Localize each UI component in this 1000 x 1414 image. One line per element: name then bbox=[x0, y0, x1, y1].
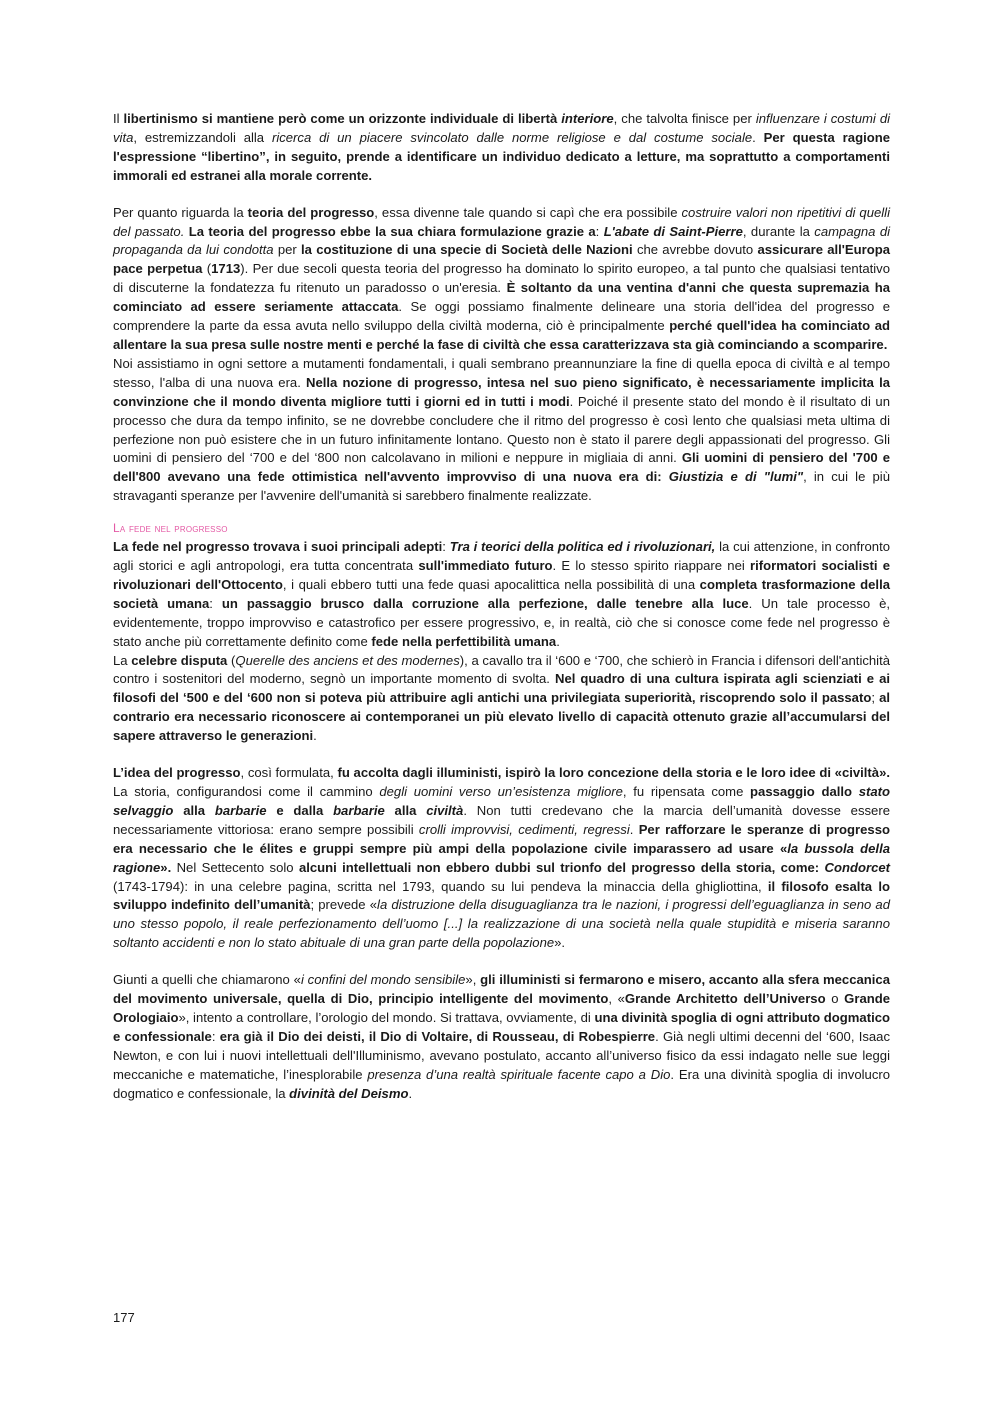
text-run: . Già negli ultimi decenni del ‘600, Isaac Newton, e con lui i nuovi intellettuali dell'Illuminismo, avevano postulato, accanto all’universo ﬁsico da essi indagato nelle sue leggi meccaniche e matematiche, l’inesplorabile bbox=[113, 1028, 890, 1082]
paragraph-libertinismo bbox=[113, 110, 890, 186]
text-run: Nella nozione di progresso, intesa nel suo pieno signiﬁcato, è necessariamente implicita la convinzione che il mondo diventa migliore tutti i giorni ed in tutti i modi bbox=[113, 374, 891, 409]
text-run: , fu ripensata come bbox=[622, 784, 751, 799]
text-run: ( bbox=[202, 261, 212, 277]
text-run: ). Per due secoli questa teoria del progresso ha dominato lo spirito europeo, a tal punto che qualsiasi tentativo di discuterne la fondatezza fu ritenuto un paradosso o un'eresia. bbox=[113, 261, 890, 296]
text-run: ), a cavallo tra il ‘600 e ‘700, che schierò in Francia i difensori dell'antichità contro i sostenitori del moderno, segnò un importante momento di svolta. bbox=[113, 652, 891, 687]
text-run: (1743-1794): in una celebre pagina, scritta nel 1793, quando su lui pendeva la minaccia della ghigliottina, bbox=[113, 878, 768, 894]
text-run: , così formulata, bbox=[240, 765, 338, 781]
text-run: Gli uomini di pensiero del '700 e dell'800 avevano una fede ottimistica nell'avvento improvviso di una nuova era di: bbox=[113, 450, 890, 485]
text-run: una divinità spoglia di ogni attributo dogmatico e confessionale bbox=[113, 1009, 890, 1044]
text-run: Grande Orologiaio bbox=[113, 991, 891, 1025]
text-run: presenza d’una realtà spirituale facente capo a Dio bbox=[367, 1066, 671, 1082]
text-run: per bbox=[273, 242, 302, 258]
text-run: L'abate di Saint-Pierre bbox=[603, 223, 743, 239]
text-run: stato selvaggio bbox=[113, 784, 890, 818]
text-run: , che talvolta ﬁnisce per bbox=[613, 111, 756, 126]
text-run: fede nella perfettibilità umana bbox=[371, 633, 557, 649]
text-run: : bbox=[209, 595, 222, 611]
text-run: ( bbox=[227, 652, 236, 668]
text-run: passaggio dallo bbox=[750, 784, 859, 799]
text-run: al contrario era necessario riconoscere ai contemporanei un più elevato livello di capacità ottenuto grazie all’accumularsi del sapere attraverso le generazioni bbox=[113, 690, 890, 744]
text-run: sull'immediato futuro bbox=[418, 558, 553, 574]
document-body bbox=[113, 110, 890, 1104]
text-run: degli uomini verso un’esistenza migliore bbox=[379, 784, 623, 799]
paragraph-celebre-disputa bbox=[113, 652, 890, 747]
text-run: Per quanto riguarda la bbox=[113, 204, 248, 220]
text-run: . bbox=[629, 821, 639, 837]
text-run: fu accolta dagli illuministi, ispirò la loro concezione della storia e le loro idee di «civiltà». bbox=[337, 765, 890, 781]
text-run: crolli improvvisi, cedimenti, regressi bbox=[418, 821, 630, 837]
text-run: ricerca di un piacere svincolato dalle norme religiose e dal costume sociale bbox=[271, 129, 753, 145]
text-run: . Era una divinità spoglia di involucro dogmatico e confessionale, la bbox=[113, 1066, 891, 1101]
text-run: . Se oggi possiamo ﬁnalmente delineare una storia dell'idea del progresso e comprendere la parte da essa avuta nello sviluppo della civiltà moderna, ciò è principalmente bbox=[113, 299, 890, 334]
text-run: La fede nel progresso trovava i suoi principali adepti bbox=[113, 539, 443, 555]
text-run: la distruzione della disuguaglianza tra le nazioni, i progressi dell’eguaglianza in seno ad uno stesso popolo, il reale perfezionamento dell’uomo [...] la realizzazione di una società nella quale stupidità e miseria saranno soltanto accidenti e non lo stato abituale di una gran parte della popolazione bbox=[113, 897, 890, 951]
text-run: Giunti a quelli che chiamarono « bbox=[113, 972, 301, 988]
text-run: interiore bbox=[561, 111, 614, 126]
text-run: . Non tutti credevano che la marcia dell’umanità dovesse essere necessariamente vittoriosa: erano sempre possibili bbox=[113, 802, 890, 837]
text-run: ». bbox=[160, 859, 172, 875]
text-run: Condorcet bbox=[824, 859, 890, 875]
text-run: . Un tale processo è, evidentemente, troppo improvviso e catastroﬁco per essere progressivo, e, in realtà, ciò che si conosce come fede nel progresso è stato anche più correttamente deﬁnito come bbox=[113, 595, 890, 649]
text-run: o bbox=[825, 991, 845, 1007]
text-run: : bbox=[211, 1028, 220, 1044]
text-run: Tra i teorici della politica ed i rivoluzionari, bbox=[449, 539, 716, 555]
text-run: , essa divenne tale quando si capì che era possibile bbox=[374, 204, 682, 220]
text-run: Per questa ragione l'espressione “libertino”, in seguito, prende a identiﬁcare un individuo dedicato a letture, ma soprattutto a comportamenti immorali ed estranei alla morale corrente. bbox=[113, 129, 890, 183]
text-run: libertinismo si mantiene però come un orizzonte individuale di libertà bbox=[123, 111, 562, 126]
text-run: . bbox=[752, 129, 764, 145]
paragraph-mutamenti bbox=[113, 355, 890, 506]
text-run: . E lo stesso spirito riappare nei bbox=[552, 558, 751, 574]
text-run: Giustizia e di "lumi" bbox=[668, 469, 804, 485]
text-run: che avrebbe dovuto bbox=[632, 242, 758, 258]
text-run: ». bbox=[554, 935, 566, 951]
text-run: riformatori socialisti e rivoluzionari dell'Ottocento bbox=[113, 558, 890, 592]
text-run: divinità del Deismo bbox=[289, 1085, 409, 1101]
text-run: alla bbox=[384, 802, 427, 818]
paragraph-illuministi bbox=[113, 971, 890, 1103]
text-run: Nel quadro di una cultura ispirata agli scienziati e ai ﬁlosoﬁ del ‘500 e del ‘600 non si poteva più attribuire agli antichi una privilegiata superiorità, riscoprendo solo il passato bbox=[113, 671, 891, 706]
text-run: », intento a controllare, l’orologio del mondo. Si trattava, ovviamente, di bbox=[178, 1009, 595, 1025]
text-run: L’idea del progresso bbox=[113, 765, 241, 781]
text-run: la costituzione di una specie di Società delle Nazioni bbox=[301, 242, 633, 258]
text-run: : bbox=[595, 223, 604, 239]
text-run: La storia, conﬁgurandosi come il cammino bbox=[113, 784, 380, 799]
text-run: ; prevede « bbox=[310, 897, 378, 913]
text-run: alla bbox=[173, 802, 215, 818]
text-run: Nel Settecento solo bbox=[171, 859, 299, 875]
text-run: celebre disputa bbox=[131, 652, 228, 668]
text-run: barbarie bbox=[333, 802, 385, 818]
text-run: Querelle des anciens et des modernes bbox=[235, 652, 460, 668]
text-run: campagna di propaganda da lui condotta bbox=[113, 223, 891, 258]
text-run: Grande Architetto dell’Universo bbox=[624, 991, 826, 1007]
text-run: , durante la bbox=[742, 223, 815, 239]
paragraph-fede-progresso bbox=[113, 538, 890, 651]
text-run: barbarie bbox=[214, 802, 267, 818]
text-run: gli illuministi si fermarono e misero, accanto alla sfera meccanica del movimento universale, quella di Dio, principio intelligente del movimento bbox=[113, 972, 890, 1007]
text-run: e dalla bbox=[266, 802, 334, 818]
text-run: ; bbox=[871, 690, 880, 706]
text-run: inﬂuenzare i costumi di vita bbox=[113, 111, 891, 145]
text-run: il ﬁlosofo esalta lo sviluppo indeﬁnito dell’umanità bbox=[113, 878, 890, 913]
section-heading-text: La fede nel progresso bbox=[113, 521, 228, 536]
text-run: teoria del progresso bbox=[247, 204, 375, 220]
text-run: , estremizzandoli alla bbox=[133, 129, 272, 145]
text-run: : bbox=[442, 539, 450, 555]
text-run: perché quell'idea ha cominciato ad allentare la sua presa sulle nostre menti e perché la fase di civiltà che essa caratterizzava sta già cominciando a scomparire. bbox=[113, 318, 890, 352]
text-run: i conﬁni del mondo sensibile bbox=[300, 972, 466, 988]
text-run: , i quali ebbero tutti una fede quasi apocalittica nella possibilità di una bbox=[282, 576, 700, 592]
text-run: . bbox=[313, 728, 317, 744]
page-number: 177 bbox=[113, 1310, 135, 1325]
text-run: . Poiché il presente stato del mondo è il risultato di un processo che dura da tempo inﬁnito, se ne dovrebbe concludere che il ritmo del progresso è così lento che qualsiasi meta ultima di perfezione non può esistere che in un futuro inﬁnitamente lontano. Questo non è stato il parere degli appassionati del progresso. Gli uomini di pensiero del ‘700 e del ‘800 non calcolavano in milioni e neppure in migliaia di anni. bbox=[113, 393, 891, 466]
text-run: era già il Dio dei deisti, il Dio di Voltaire, di Rousseau, di Robespierre bbox=[219, 1028, 656, 1044]
text-run: , « bbox=[608, 991, 625, 1007]
text-run: La teoria del progresso ebbe la sua chiara formulazione grazie a bbox=[188, 223, 596, 239]
text-run: la bussola della ragione bbox=[113, 840, 890, 875]
text-run: Noi assistiamo in ogni settore a mutamenti fondamentali, i quali sembrano preannunziare la ﬁne di quella epoca di civiltà e al tempo stesso, l'alba di una nuova era. bbox=[113, 355, 890, 390]
text-run: Il bbox=[113, 111, 124, 126]
text-run: completa trasformazione della società umana bbox=[113, 576, 890, 611]
text-run: assicurare all'Europa pace perpetua bbox=[113, 242, 891, 277]
paragraph-idea-progresso bbox=[113, 764, 890, 953]
text-run: 1713 bbox=[211, 261, 241, 277]
text-run: La bbox=[113, 652, 132, 668]
section-heading bbox=[113, 520, 890, 536]
text-run: un passaggio brusco dalla corruzione alla perfezione, dalle tenebre alla luce bbox=[221, 595, 749, 611]
text-run: alcuni intellettuali non ebbero dubbi sul trionfo del progresso della storia, come: bbox=[298, 859, 820, 875]
paragraph-teoria-progresso bbox=[113, 204, 890, 355]
text-run: È soltanto da una ventina d'anni che questa supremazia ha cominciato ad essere seriamente attaccata bbox=[113, 280, 891, 315]
text-run: . bbox=[556, 633, 560, 649]
text-run: , in cui le più stravaganti speranze per l'avvenire dell'umanità si sarebbero ﬁnalmente realizzate. bbox=[113, 469, 890, 504]
text-run: Per rafforzare le speranze di progresso era necessario che le élites e gruppi sempre più ampi della popolazione civile imparassero ad usare « bbox=[113, 821, 890, 856]
text-run: costruire valori non ripetitivi di quelli del passato. bbox=[113, 204, 890, 239]
text-run: civiltà bbox=[426, 802, 464, 818]
text-run: . bbox=[408, 1085, 413, 1101]
text-run: la cui attenzione, in confronto agli storici e agli antropologi, era tutta concentrata bbox=[113, 539, 891, 574]
text-run: », bbox=[465, 972, 481, 988]
